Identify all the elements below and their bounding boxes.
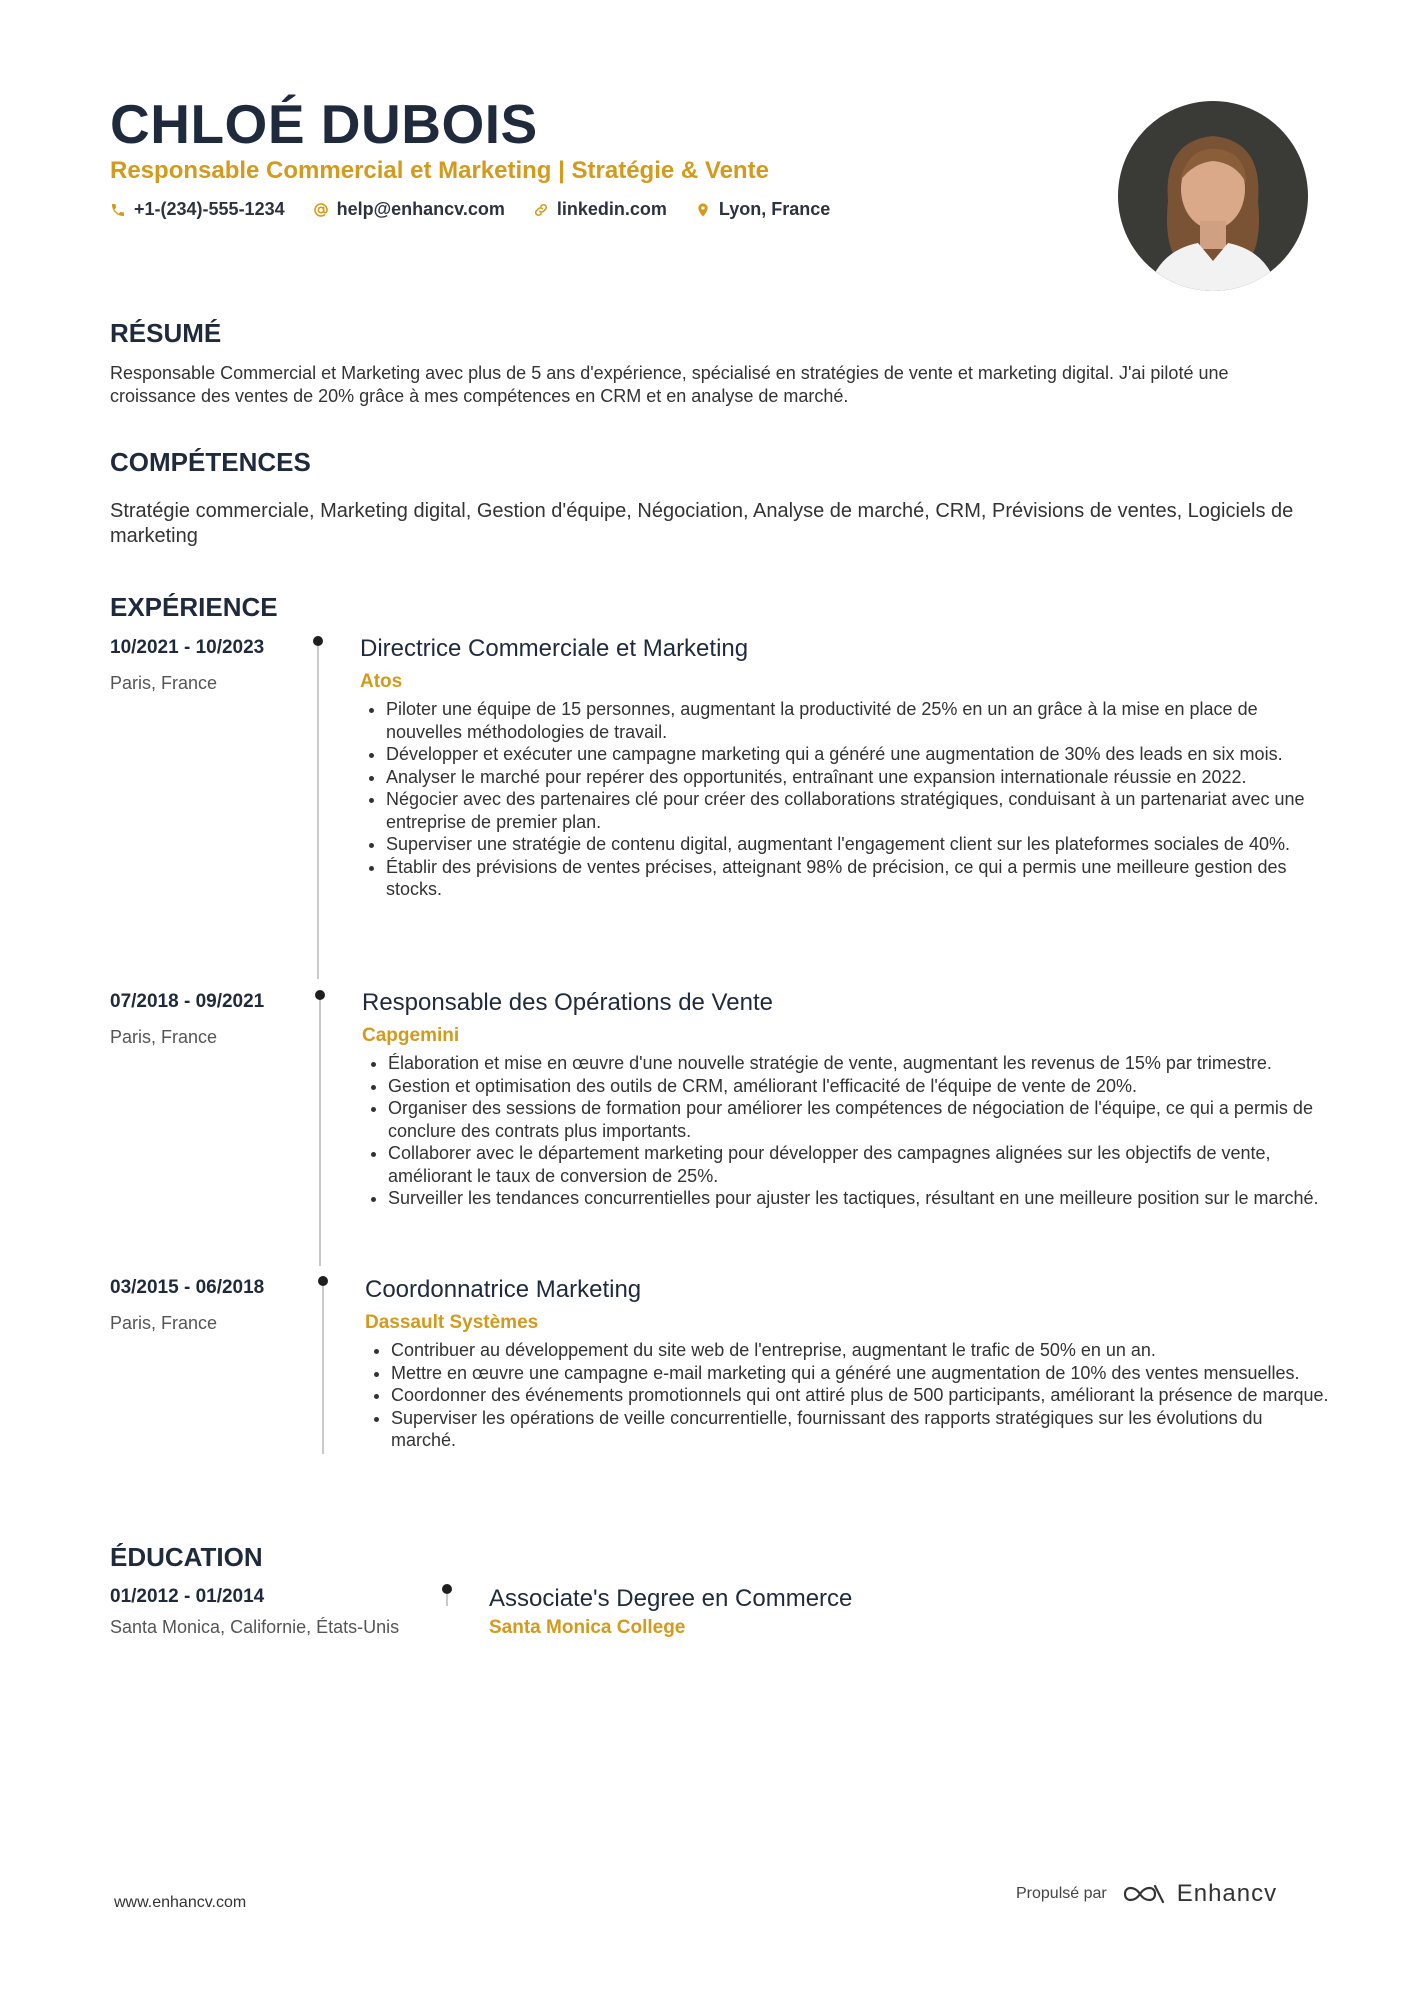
list-item: • Mettre en œuvre une campagne e-mail marketing qui a généré une augmentation de 10% des ventes mensuelles. — [391, 1362, 1331, 1385]
candidate-name: CHLOÉ DUBOIS — [110, 93, 538, 155]
list-item: • Élaboration et mise en œuvre d'une nouvelle stratégie de vente, augmentant les revenus de 15% par trimestre. — [388, 1052, 1328, 1075]
powered-by-text: Propulsé par — [1016, 1885, 1107, 1902]
job-dates: 03/2015 - 06/2018 — [110, 1277, 265, 1298]
job-dates: 07/2018 - 09/2021 — [110, 991, 265, 1012]
location-text: Lyon, France — [718, 199, 831, 219]
brand-logo[interactable] — [1121, 1880, 1277, 1908]
profile-photo — [1118, 101, 1308, 291]
timeline-line — [319, 1000, 321, 1266]
summary-heading: RÉSUMÉ — [110, 318, 222, 348]
list-item: • Gestion et optimisation des outils de CRM, améliorant l'efficacité de l'équipe de vente de 20%. — [388, 1075, 1328, 1098]
timeline-line — [322, 1286, 324, 1454]
job-title: Directrice Commerciale et Marketing — [360, 635, 749, 662]
contact-location — [695, 199, 830, 220]
list-item: • Négocier avec des partenaires clé pour créer des collaborations stratégiques, conduisant à un partenariat avec une entreprise de premier plan. — [386, 788, 1326, 833]
job-dates: 10/2021 - 10/2023 — [110, 637, 265, 658]
list-item: • Superviser une stratégie de contenu digital, augmentant l'engagement client sur les plateformes sociales de 40%. — [386, 833, 1326, 856]
list-item: • Superviser les opérations de veille concurrentielle, fournissant des rapports stratégiques sur les évolutions du marché. — [391, 1407, 1331, 1452]
email-text: help@enhancv.com — [336, 199, 505, 219]
timeline-line — [317, 646, 319, 979]
list-item: • Contribuer au développement du site web de l'entreprise, augmentant le trafic de 50% en un an. — [391, 1339, 1331, 1362]
enhancv-logo-icon — [1121, 1881, 1167, 1907]
experience-heading: EXPÉRIENCE — [110, 592, 278, 622]
location-pin-icon — [695, 202, 711, 218]
timeline-dot — [313, 636, 323, 646]
education-heading: ÉDUCATION — [110, 1542, 263, 1572]
education-dates: 01/2012 - 01/2014 — [110, 1586, 265, 1607]
contact-linkedin[interactable] — [533, 199, 667, 220]
phone-text: +1-(234)-555-1234 — [134, 199, 285, 219]
job-location: Paris, France — [110, 1313, 218, 1333]
job-title: Responsable des Opérations de Vente — [362, 989, 773, 1016]
timeline-line — [446, 1594, 448, 1606]
job-location: Paris, France — [110, 1027, 218, 1047]
company-name: Capgemini — [362, 1025, 460, 1046]
contact-email[interactable] — [313, 199, 505, 220]
list-item: • Surveiller les tendances concurrentielles pour ajuster les tactiques, résultant en une meilleure position sur le marché. — [388, 1187, 1328, 1210]
list-item: • Établir des prévisions de ventes précises, atteignant 98% de précision, ce qui a permis une meilleure gestion des stocks. — [386, 856, 1326, 901]
education-location: Santa Monica, Californie, États-Unis — [110, 1617, 400, 1637]
candidate-subtitle: Responsable Commercial et Marketing | Stratégie & Vente — [110, 157, 769, 184]
school-name: Santa Monica College — [489, 1617, 686, 1638]
list-item: • Coordonner des événements promotionnels qui ont attiré plus de 500 participants, améliorant la présence de marque. — [391, 1384, 1331, 1407]
job-title: Coordonnatrice Marketing — [365, 1276, 642, 1303]
link-icon — [533, 202, 549, 218]
phone-icon — [110, 202, 126, 218]
company-name: Atos — [360, 671, 403, 692]
contact-bar — [110, 199, 830, 220]
job-bullets — [362, 1052, 1328, 1210]
list-item: • Développer et exécuter une campagne marketing qui a généré une augmentation de 30% des leads en six mois. — [386, 743, 1326, 766]
portrait-illustration — [1118, 101, 1308, 291]
timeline-dot — [442, 1584, 452, 1594]
job-location: Paris, France — [110, 673, 218, 693]
skills-heading: COMPÉTENCES — [110, 447, 311, 477]
job-bullets — [365, 1339, 1331, 1452]
contact-phone[interactable] — [110, 199, 285, 220]
footer-branding — [1016, 1880, 1277, 1908]
company-name: Dassault Systèmes — [365, 1312, 539, 1333]
job-bullets — [360, 698, 1326, 901]
skills-text: Stratégie commerciale, Marketing digital, Gestion d'équipe, Négociation, Analyse de marché, CRM, Prévisions de ventes, Logiciels de marketing — [110, 500, 1294, 547]
summary-text: Responsable Commercial et Marketing avec plus de 5 ans d'expérience, spécialisé en stratégies de vente et marketing digital. J'ai piloté une croissance des ventes de 20% grâce à mes compétences en CRM et en analyse de marché. — [110, 363, 1229, 406]
list-item: • Analyser le marché pour repérer des opportunités, entraînant une expansion internationale réussie en 2022. — [386, 766, 1326, 789]
timeline-dot — [318, 1276, 328, 1286]
timeline-dot — [315, 990, 325, 1000]
at-icon — [313, 202, 329, 218]
brand-name: Enhancv — [1176, 1880, 1278, 1907]
list-item: • Organiser des sessions de formation pour améliorer les compétences de négociation de l'équipe, ce qui a permis de conclure des contrats plus importants. — [388, 1097, 1328, 1142]
list-item: • Piloter une équipe de 15 personnes, augmentant la productivité de 25% en un an grâce à la mise en place de nouvelles méthodologies de travail. — [386, 698, 1326, 743]
degree-title: Associate's Degree en Commerce — [489, 1585, 853, 1612]
footer-website[interactable]: www.enhancv.com — [114, 1894, 247, 1911]
linkedin-text: linkedin.com — [556, 199, 667, 219]
list-item: • Collaborer avec le département marketing pour développer des campagnes alignées sur les objectifs de vente, améliorant le taux de conversion de 25%. — [388, 1142, 1328, 1187]
